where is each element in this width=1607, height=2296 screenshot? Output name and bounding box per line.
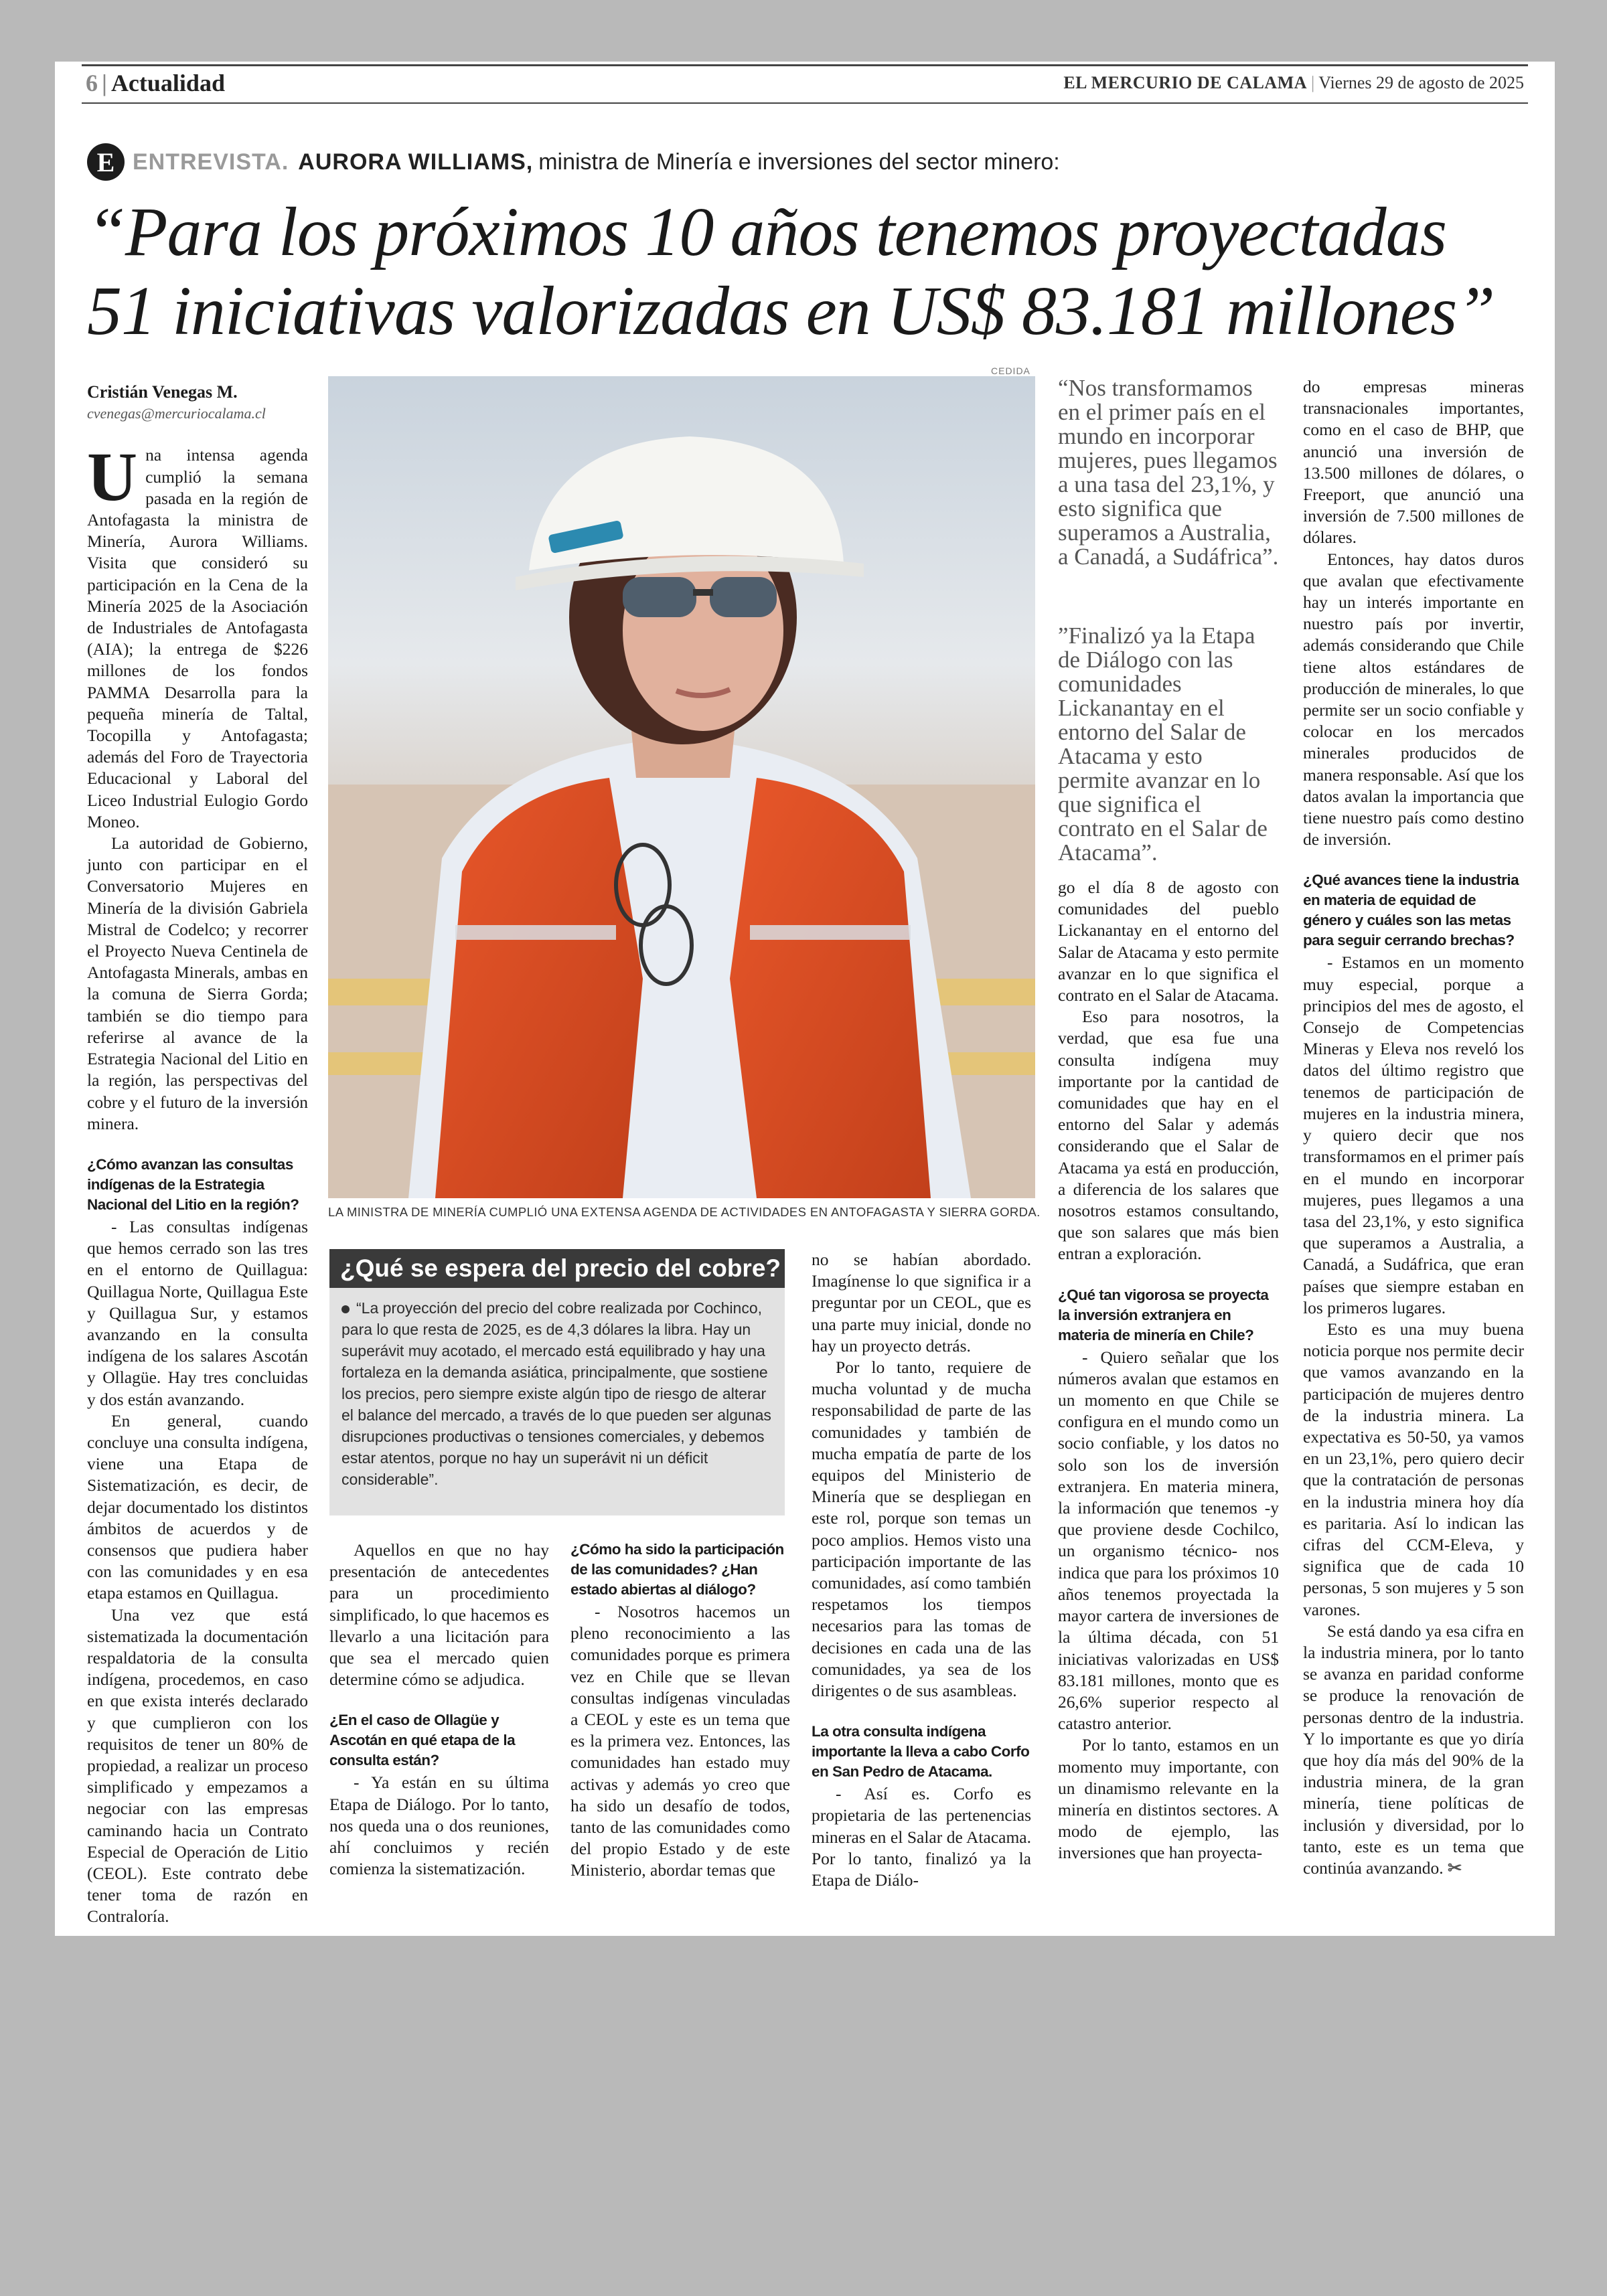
pull-quote-1: “Nos transformamos en el primer país en el mundo en incorporar mujeres, pues llegamos a una tasa del 23,1%, y esto significa que superamos a Australia, a Canadá, a Sudáfrica”. [1058,375,1279,570]
section-name: Actualidad [110,70,225,96]
paragraph: Esto es una muy buena noticia porque nos permite decir que vamos avanzando en la participación de mujeres dentro de la industria minera. La expectativa es 50-50, ya vamos en un 23,1%, pero quiero decir que la contratación de personas en la industria minera hoy día es paritaria. Así lo indican las cifras del CCM-Eleva, y significa que de cada 10 personas, 5 son mujeres y 5 son varones. [1303,1319,1524,1619]
interview-photo [328,376,1035,1198]
paragraph: Por lo tanto, requiere de mucha voluntad y de mucha responsabilidad de parte de las comunidades y también de mucha empatía de parte de los equipos del Ministerio de Minería que se despliegan en este rol, porque son temas un poco amplios. Hemos visto una participación importante de las comunidades, así como también respetamos los tiempos necesarios para las tomas de decisiones en cada una de las comunidades, ya sea de los dirigentes o de sus asambleas. [812,1358,1031,1701]
paragraph: - Ya están en su última Etapa de Diálogo. Por lo tanto, nos queda una o dos reuniones, ahí concluimos y recién comienza la sistematización. [329,1773,549,1879]
sidebar-box-body: “La proyección del precio del cobre realizada por Cochinco, para lo que resta de 2025, es de 4,3 dólares la libra. Hay un superávit muy acotado, el mercado está equilibrado y hay una fortaleza en la demanda asiática, principalmente, que sostiene los precios, pero siempre existe algún tipo de riesgo de alterar el balance del mercado, a través de lo que pueden ser algunas disrupciones productivas o tensiones comerciales, y debemos estar atentos, porque no hay un superávit ni un déficit considerable”. [341,1299,771,1488]
question: ¿Cómo avanzan las consultas indígenas de la Estrategia Nacional del Litio en la región? [87,1155,299,1213]
photo-credit: CEDIDA [991,365,1030,376]
article-column-3 [570,1540,790,1882]
drop-cap: U [87,438,138,516]
paragraph: La autoridad de Gobierno, junto con participar en el Conversatorio Mujeres en Minería de la división Gabriela Mistral de Codelco; y recorrer el Proyecto Nueva Centinela de Antofagasta Minerals, ambas en la comuna de Sierra Gorda; también se dio tiempo para referirse al avance de la Estrategia Nacional del Litio en la región, las perspectivas del cobre y el futuro de la inversión minera. [87,833,308,1133]
question: ¿Cómo ha sido la participación de las comunidades? ¿Han estado abiertas al diálogo? [570,1541,784,1598]
paragraph: no se habían abordado. Imagínense lo que significa ir a preguntar por un CEOL, que es una parte muy inicial, donde no hay un proyecto detrás. [812,1250,1031,1356]
paragraph: Eso para nosotros, la verdad, que esa fue una consulta indígena muy importante por la cantidad de comunidades que hay en el entorno del Salar y además considerando que el Salar de Atacama ya está en producción, a diferencia de los salares que nosotros estamos consultando, que son salares que más bien entran a exploración. [1058,1007,1279,1264]
paragraph: - Estamos en un momento muy especial, porque a principios del mes de agosto, el Consejo de Competencias Mineras y Eleva nos reveló los datos del último registro que tenemos de participación de mujeres en la industria minera, y quiero decir que nos transformamos en el primer país en el mundo en incorporar mujeres, pues llegamos a una tasa del 23,1%, y esto significa que superamos a Australia, a Canadá, a Sudáfrica, que eran países que siempre estaban en los primeros lugares. [1303,953,1524,1317]
lead-paragraph: Una intensa agenda cumplió la semana pasada en la región de Antofagasta la ministra de Minería, Aurora Williams. Visita que consideró su participación en la Cena de la Minería 2025 de la Asociación de Industriales de Antofagasta (AIA); la entrega de $226 millones de los fondos PAMMA Desarrolla para la pequeña minería de Taltal, Tocopilla y Antofagasta; además del Foro de Trayectoria Educacional y Laboral del Liceo Industrial Eulogio Gordo Moneo. [87,438,308,831]
page-header [82,64,1528,104]
sidebar-box [329,1288,785,1515]
headline-line-2: 51 iniciativas valorizadas en US$ 83.181 millones” [87,272,1495,349]
question: ¿En el caso de Ollagüe y Ascotán en qué etapa de la consulta están? [329,1712,516,1769]
question: ¿Qué tan vigorosa se proyecta la inversión extranjera en materia de minería en Chile? [1058,1286,1269,1343]
photo-caption: LA MINISTRA DE MINERÍA CUMPLIÓ UNA EXTENSA AGENDA DE ACTIVIDADES EN ANTOFAGASTA Y SIERRA GORDA. [328,1205,1041,1219]
paragraph: Aquellos en que no hay presentación de antecedentes para un procedimiento simplificado, lo que hacemos es llevarlo a una licitación para que sea el mercado quien determine cómo se adjudica. [329,1540,549,1690]
sidebar-box-title: ¿Qué se espera del precio del cobre? [329,1249,785,1288]
byline-email[interactable]: cvenegas@mercuriocalama.cl [87,405,266,422]
page-number: 6 [86,70,98,96]
paragraph: Una vez que está sistematizada la documentación respaldatoria de la consulta indígena, procedemos, en caso en que exista interés declarado y que cumplieron con los requisitos de tener un 80% de propiedad, a realizar un proceso simplificado y empezamos a negociar con las empresas caminando hacia un Contrato Especial de Operación de Litio (CEOL). Este contrato debe tener toma de razón en Contraloría. [87,1605,308,1926]
headline [87,193,1547,351]
paragraph: Por lo tanto, estamos en un momento muy importante, con un dinamismo relevante en la minería en distintos sectores. A modo de ejemplo, las inversiones que han proyecta- [1058,1735,1279,1863]
minister-photo-illustration [328,376,1035,1198]
question: ¿Qué avances tiene la industria en materia de equidad de género y cuáles son las metas para seguir cerrando brechas? [1303,872,1519,949]
headline-line-1: “Para los próximos 10 años tenemos proyectadas [87,193,1447,270]
interviewee-role: ministra de Minería e inversiones del sector minero: [538,149,1060,175]
paragraph: - Quiero señalar que los números avalan que estamos en un momento en que Chile se configura en el mundo como un socio confiable, y los datos no solo son los de inversión extranjera. En materia minera, la información que tenemos -y que proviene desde Cochilco, un organismo técnico- nos indica que para los próximos 10 años tenemos proyectada la mayor cartera de inversiones de la última década, con 51 iniciativas valorizadas en US$ 83.181 millones, monto que es 26,6% superior respecto al catastro anterior. [1058,1347,1279,1734]
article-column-5 [1058,877,1279,1864]
kicker-label: ENTREVISTA. [133,149,289,175]
article-column-1 [87,382,308,1928]
pull-quote-2: ”Finalizó ya la Etapa de Diálogo con las comunidades Lickanantay en el entorno del Salar de Atacama y esto permite avanzar en lo que significa el contrato en el Salar de Atacama”. [1058,623,1268,866]
article-column-6 [1303,376,1524,1879]
byline-author: Cristián Venegas M. [87,382,238,402]
publication-name: EL MERCURIO DE CALAMA [1063,73,1308,92]
paragraph: Se está dando ya esa cifra en la industria minera, por lo tanto se avanza en paridad conforme se produce la renovación de personas dentro de la industria. Y lo importante es que yo diría que hoy día más del 90% de la industria minera, de la gran minería, tiene políticas de inclusión y diversidad, por lo tanto, este es un tema que continúa avanzando. ✂ [1303,1621,1524,1878]
interview-badge-icon: E [87,143,125,181]
interviewee-name: AURORA WILLIAMS, [298,149,534,175]
paragraph: En general, cuando concluye una consulta indígena, viene una Etapa de Sistematización, es decir, de dejar documentado los distintos ámbitos de acuerdos y de consensos que pudiera haber con las comunidades y en esa etapa estamos en Quillagua. [87,1410,308,1603]
publication-date: Viernes 29 de agosto de 2025 [1318,73,1524,92]
paragraph: Entonces, hay datos duros que avalan que efectivamente hay un interés importante en nuestro país por invertir, además considerando que Chile tiene altos estándares de producción de minerales, lo que permite ser un socio confiable y colocar en los mercados minerales producidos de manera responsable. Así que los datos avalan la importancia que tiene nuestro país como destino de inversión. [1303,549,1524,849]
paragraph: - Las consultas indígenas que hemos cerrado son las tres en el entorno de Quillagua: Quillagua Norte, Quillagua Este y Quillagua Sur, y estamos avanzando en la consulta indígena de los salares Ascotán y Ollagüe. Hay tres concluidas y dos están avanzando. [87,1216,308,1409]
masthead-info: EL MERCURIO DE CALAMA | Viernes 29 de agosto de 2025 [1063,73,1524,92]
section-label: 6 | Actualidad [86,70,225,96]
question: La otra consulta indígena importante la lleva a cabo Corfo en San Pedro de Atacama. [812,1723,1030,1781]
paragraph: go el día 8 de agosto con comunidades del pueblo Lickanantay en el entorno del Salar de Atacama y esto permite avanzar en lo que significa el contrato en el Salar de Atacama. [1058,878,1279,1005]
paragraph: - Así es. Corfo es propietaria de las pertenencias mineras en el Salar de Atacama. Por lo tanto, finalizó ya la Etapa de Diálo- [812,1784,1031,1890]
kicker [87,142,1060,182]
article-column-4 [812,1249,1031,1891]
paragraph: do empresas mineras transnacionales importantes, como en el caso de BHP, que anunció una inversión de 13.500 millones de dólares, o Freeport, que anunció una inversión de 7.500 millones de dólares. [1303,377,1524,548]
end-mark-icon: ✂ [1447,1859,1462,1878]
paragraph: - Nosotros hacemos un pleno reconocimiento a las comunidades porque es primera vez en Chile que se llevan consultas indígenas vinculadas a CEOL y este es un tema que es la primera vez. Entonces, las comunidades han estado muy activas y además yo creo que ha sido un desafío de todos, tanto de las comunidades como del propio Estado y de este Ministerio, abordar temas que [570,1602,790,1880]
bullet-icon [341,1305,350,1313]
article-column-2 [329,1540,549,1880]
